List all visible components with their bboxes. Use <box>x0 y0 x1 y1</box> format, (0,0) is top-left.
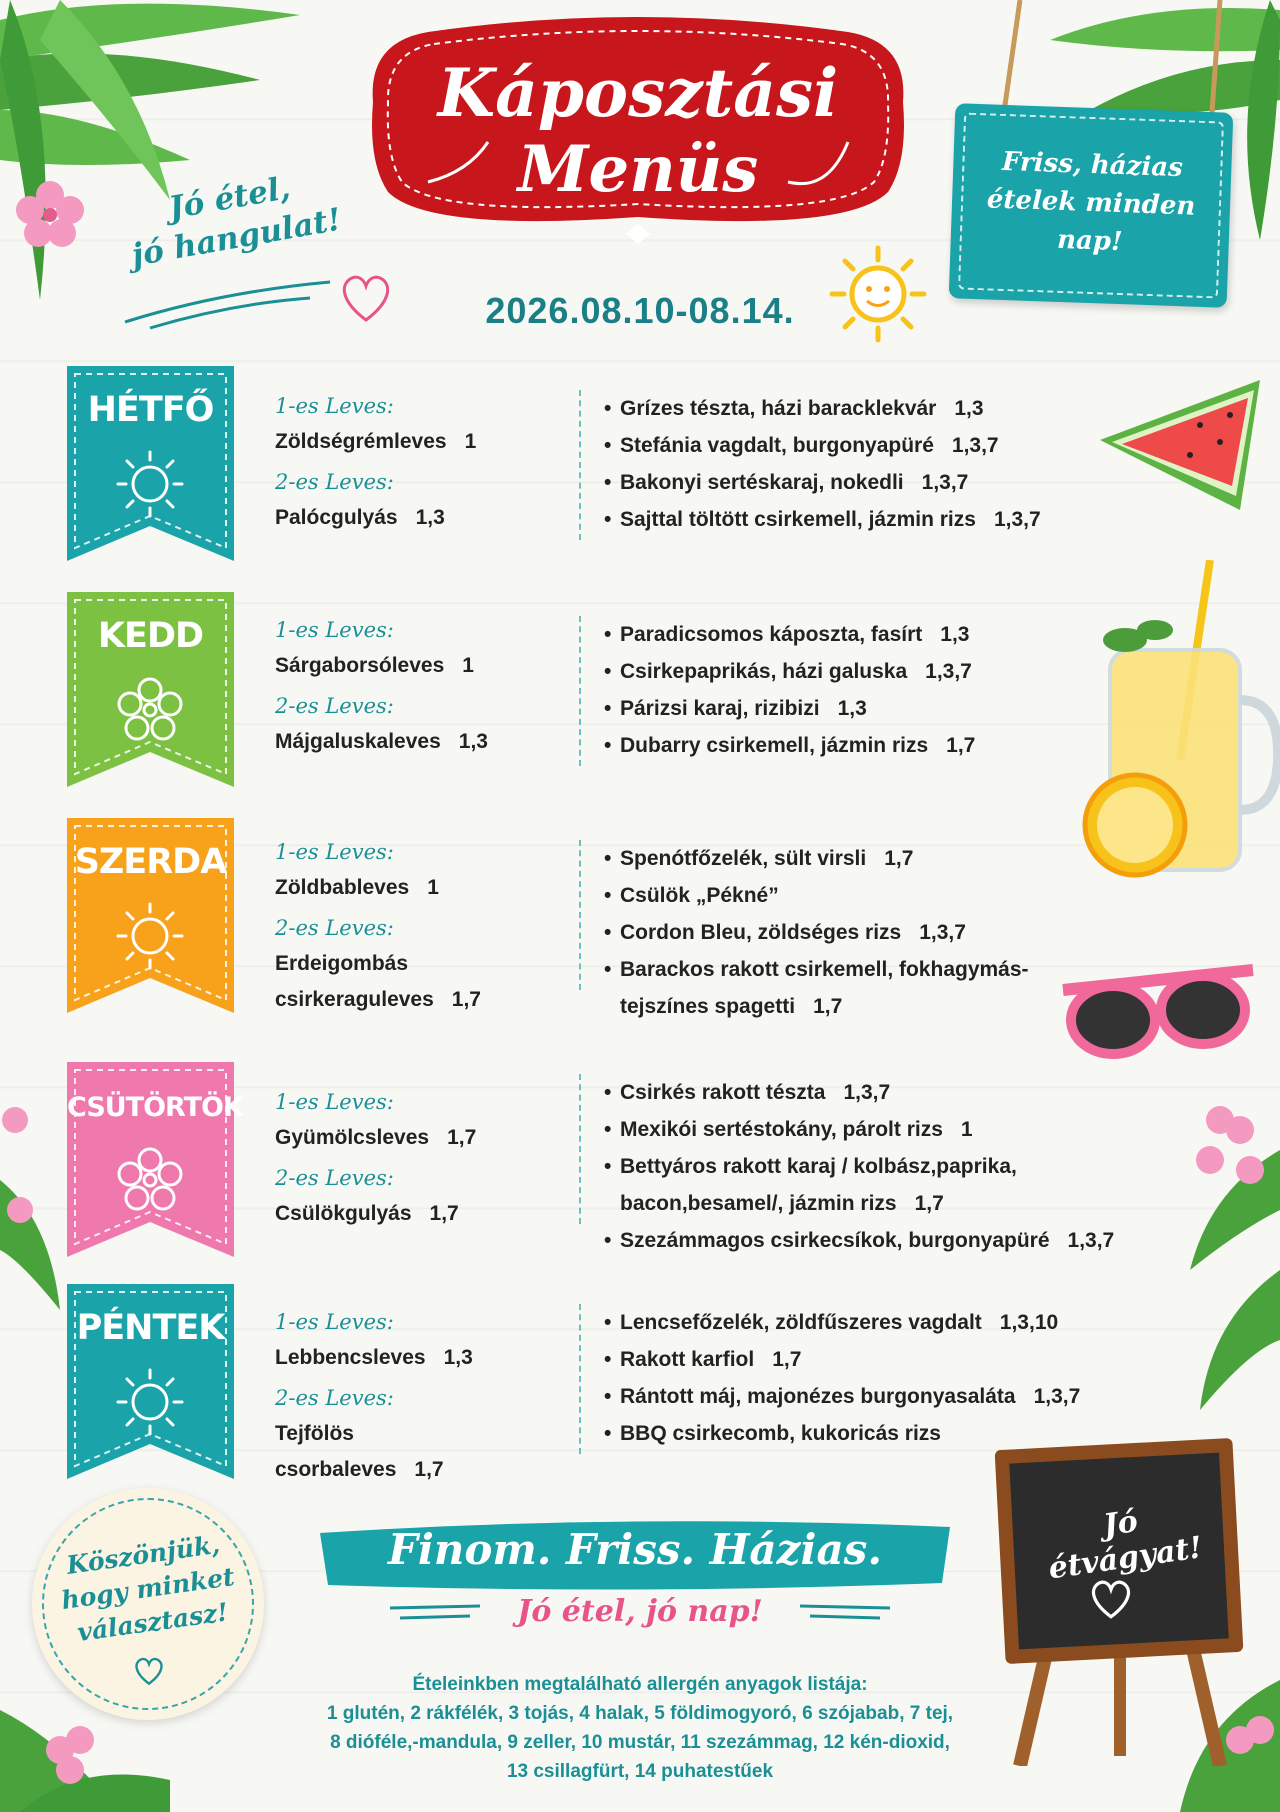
soup1-name <box>275 870 565 906</box>
soups-column <box>275 1090 565 1242</box>
lemonade-jar-icon <box>1080 560 1280 890</box>
soup2-name <box>275 1196 565 1232</box>
soup1-allergens: 1,7 <box>447 1126 477 1149</box>
soup2-name <box>275 724 565 760</box>
main-dish-text: Sajttal töltött csirkemell, jázmin rizs <box>620 508 976 531</box>
day-ribbon <box>67 818 234 1013</box>
main-dish-allergens: 1,3,7 <box>951 434 999 457</box>
main-dish-allergens: 1,7 <box>813 995 843 1018</box>
main-dish-text: Bettyáros rakott karaj / kolbász,paprika, bacon,besamel/, jázmin rizs <box>620 1155 1017 1215</box>
soup1-text: Lebbencsleves <box>275 1346 426 1369</box>
main-dish-item <box>604 464 1164 501</box>
title-line1: Káposztási <box>437 54 839 132</box>
soup2-label: 2-es Leves: <box>275 1386 394 1410</box>
soup1-label: 1-es Leves: <box>275 840 394 864</box>
main-dish-text: Rakott karfiol <box>620 1348 755 1371</box>
heart-icon <box>132 1656 166 1686</box>
main-dish-text: Bakonyi sertéskaraj, nokedli <box>620 471 904 494</box>
soup1-name <box>275 424 565 460</box>
soup1-text: Zöldbableves <box>275 876 410 899</box>
soup2-allergens: 1,7 <box>429 1202 459 1225</box>
watermelon-icon <box>1090 370 1270 520</box>
main-dish-text: Paradicsomos káposzta, fasírt <box>620 623 923 646</box>
day-name: SZERDA <box>74 842 227 882</box>
main-dish-text: Szezámmagos csirkecsíkok, burgonyapüré <box>620 1229 1050 1252</box>
main-dish-text: Stefánia vagdalt, burgonyapüré <box>620 434 934 457</box>
soup1-text: Sárgaborsóleves <box>275 654 445 677</box>
main-dish-item <box>604 1148 1164 1222</box>
main-dish-allergens: 1,3 <box>954 397 984 420</box>
main-dish-item <box>604 914 1164 951</box>
allergen-line: 8 dióféle,-mandula, 9 zeller, 10 mustár, 11 szezámmag, 12 kén-dioxid, <box>330 1732 950 1753</box>
main-dish-item <box>604 1378 1164 1415</box>
soups-column <box>275 394 565 546</box>
soup1-label: 1-es Leves: <box>275 394 394 418</box>
soup1-allergens: 1,3 <box>443 1346 473 1369</box>
main-dish-text: BBQ csirkecomb, kukoricás rizs <box>620 1422 941 1445</box>
sub-slogan-lines <box>390 1598 890 1628</box>
soup2-label: 2-es Leves: <box>275 916 394 940</box>
day-name: PÉNTEK <box>76 1308 225 1348</box>
soup2-name <box>275 946 565 1018</box>
main-dish-item <box>604 427 1164 464</box>
main-dish-item <box>604 1341 1164 1378</box>
day-name: KEDD <box>97 616 204 656</box>
hanging-sign-text: Friss, házias ételek minden nap! <box>986 146 1196 258</box>
allergen-line: 13 csillagfürt, 14 puhatestűek <box>506 1761 774 1782</box>
soup1-name <box>275 1340 565 1376</box>
main-dish-item <box>604 501 1164 538</box>
soups-column <box>275 618 565 770</box>
title-line2: Menüs <box>517 132 759 207</box>
soup1-label: 1-es Leves: <box>275 618 394 642</box>
main-dish-allergens: 1,3,7 <box>925 660 972 683</box>
main-dish-allergens: 1,7 <box>914 1192 944 1215</box>
main-dish-text: Dubarry csirkemell, jázmin rizs <box>620 734 929 757</box>
soup2-text: Tejfölös csorbaleves <box>275 1422 397 1481</box>
soup1-text: Gyümölcsleves <box>275 1126 430 1149</box>
soup2-name <box>275 500 565 536</box>
mains-list <box>604 1074 1164 1259</box>
soup1-name <box>275 648 565 684</box>
date-range: 2026.08.10-08.14. <box>485 290 795 331</box>
column-divider <box>579 1074 581 1224</box>
soup1-label: 1-es Leves: <box>275 1090 394 1114</box>
soup2-allergens: 1,3 <box>458 730 488 753</box>
allergen-heading: Ételeinkben megtalálható allergén anyagok listája: <box>412 1674 868 1695</box>
column-divider <box>579 390 581 540</box>
soups-column <box>275 840 565 1028</box>
soup2-allergens: 1,7 <box>414 1458 444 1481</box>
thanks-badge <box>32 1488 264 1720</box>
soup2-label: 2-es Leves: <box>275 1166 394 1190</box>
day-ribbon <box>67 1284 234 1479</box>
main-dish-allergens: 1 <box>960 1118 973 1141</box>
main-dish-text: Csirkepaprikás, házi galuska <box>620 660 908 683</box>
chalkboard-text: Jó étvágyat! <box>1046 1503 1205 1587</box>
soup1-text: Zöldségrémleves <box>275 430 447 453</box>
soup2-text: Palócgulyás <box>275 506 398 529</box>
main-dish-item <box>604 390 1164 427</box>
main-dish-text: Párizsi karaj, rizibizi <box>620 697 820 720</box>
soup1-allergens: 1 <box>462 654 474 677</box>
soup2-text: Májgaluskaleves <box>275 730 441 753</box>
soup2-text: Csülökgulyás <box>275 1202 412 1225</box>
main-dish-allergens: 1,3,7 <box>993 508 1041 531</box>
soup1-allergens: 1 <box>464 430 477 453</box>
main-dish-allergens: 1,3,7 <box>1067 1229 1115 1252</box>
mains-list <box>604 390 1164 538</box>
soup2-allergens: 1,3 <box>415 506 445 529</box>
column-divider <box>579 1304 581 1454</box>
column-divider <box>579 840 581 990</box>
soups-column <box>275 1310 565 1498</box>
heart-icon <box>1088 1578 1134 1620</box>
soup2-name <box>275 1416 565 1488</box>
soup1-allergens: 1 <box>427 876 439 899</box>
day-name: HÉTFŐ <box>87 390 214 430</box>
underline-swoosh <box>120 272 340 332</box>
main-dish-text: Cordon Bleu, zöldséges rizs <box>620 921 902 944</box>
main-dish-item <box>604 1304 1164 1341</box>
main-dish-text: Lencsefőzelék, zöldfűszeres vagdalt <box>620 1311 982 1334</box>
slogan-left: Jó étel, jó hangulat! <box>129 169 344 274</box>
allergen-info <box>240 1670 1040 1786</box>
main-dish-text: Spenótfőzelék, sült virsli <box>620 847 867 870</box>
day-name: CSÜTÖRTÖK <box>67 1092 243 1123</box>
flowers-left <box>0 1080 70 1380</box>
day-ribbon <box>67 1062 243 1257</box>
main-dish-text: Csülök „Pékné” <box>620 884 779 907</box>
main-dish-allergens: 1,3 <box>837 697 867 720</box>
day-ribbon <box>67 366 234 561</box>
main-dish-allergens: 1,3,7 <box>921 471 969 494</box>
main-dish-item <box>604 1111 1164 1148</box>
soup1-label: 1-es Leves: <box>275 1310 394 1334</box>
sub-slogan: Jó étel, jó nap! <box>517 1594 763 1629</box>
main-dish-allergens: 1,7 <box>884 847 914 870</box>
main-dish-text: Barackos rakott csirkemell, fokhagymás- tejszínes spagetti <box>620 958 1029 1018</box>
soup2-allergens: 1,7 <box>451 988 481 1011</box>
thanks-text: Köszönjük, hogy minket választasz! <box>59 1529 237 1648</box>
main-dish-allergens: 1,3 <box>940 623 970 646</box>
main-dish-item <box>604 1222 1164 1259</box>
main-dish-text: Grízes tészta, házi baracklekvár <box>620 397 937 420</box>
allergen-line: 1 glutén, 2 rákfélék, 3 tojás, 4 halak, 5 földimogyoró, 6 szójabab, 7 tej, <box>326 1703 954 1724</box>
brush-slogan: Finom. Friss. Házias. <box>388 1525 882 1574</box>
brush-banner <box>310 1513 960 1593</box>
main-dish-text: Mexikói sertéstokány, párolt rizs <box>620 1118 943 1141</box>
main-dish-allergens: 1,3,7 <box>1033 1385 1081 1408</box>
main-dish-allergens: 1,3,7 <box>843 1081 891 1104</box>
sunglasses-icon <box>1058 950 1258 1070</box>
soup2-text: Erdeigombás csirkeraguleves <box>275 952 434 1011</box>
flowers-right <box>1170 1090 1280 1420</box>
sun-face-icon <box>828 244 928 344</box>
main-dish-allergens: 1,7 <box>772 1348 802 1371</box>
heart-icon <box>338 272 394 324</box>
main-dish-allergens: 1,7 <box>946 734 976 757</box>
soup2-label: 2-es Leves: <box>275 694 394 718</box>
main-dish-text: Csirkés rakott tészta <box>620 1081 826 1104</box>
main-dish-item <box>604 1074 1164 1111</box>
mains-list <box>604 1304 1164 1452</box>
soup2-label: 2-es Leves: <box>275 470 394 494</box>
main-dish-allergens: 1,3,10 <box>999 1311 1059 1334</box>
column-divider <box>579 616 581 766</box>
main-dish-allergens: 1,3,7 <box>919 921 966 944</box>
day-ribbon <box>67 592 234 787</box>
soup1-name <box>275 1120 565 1156</box>
main-dish-text: Rántott máj, majonézes burgonyasaláta <box>620 1385 1016 1408</box>
